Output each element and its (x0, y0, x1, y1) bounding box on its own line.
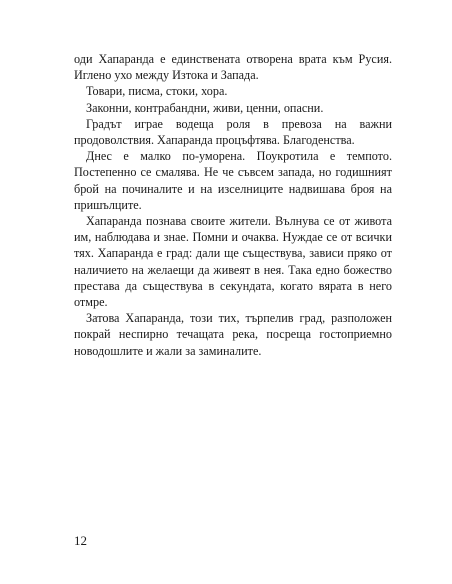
paragraph-2: Товари, писма, стоки, хора. (86, 84, 228, 99)
paragraph-4: Градът играе водеща роля в превоза на важни продоволствия. Хапаранда процъфтява. Благоденства. (74, 116, 392, 148)
paragraph-6: Хапаранда познава своите жители. Вълнува се от живота им, наблюдава и знае. Помни и очаква. Нуждае се от всички тях. Хапаранда е град: дали ще съществува, зависи пряко от наличието на желаещи да живеят в нея. Така едно божество престава да съществува в секундата, когато вярата в него отмре. (74, 214, 392, 310)
page-number: 12 (74, 533, 87, 548)
body-text (74, 51, 392, 359)
paragraph-1: оди Хапаранда е единствената отворена врата към Русия. Иглено ухо между Изтока и Запада. (74, 52, 392, 83)
paragraph-3: Законни, контрабандни, живи, ценни, опасни. (86, 100, 324, 115)
paragraph-5: Днес е малко по-уморена. Поукротила е темпото. Постепенно се смалява. Не че съвсем запада, но годишният брой на починалите и на изселниците надвишава броя на пришълците. (74, 149, 392, 212)
paragraph-7: Затова Хапаранда, този тих, търпелив град, разположен покрай неспирно течащата река, посреща гостоприемно новодошлите и жали за заминалите. (74, 311, 392, 358)
